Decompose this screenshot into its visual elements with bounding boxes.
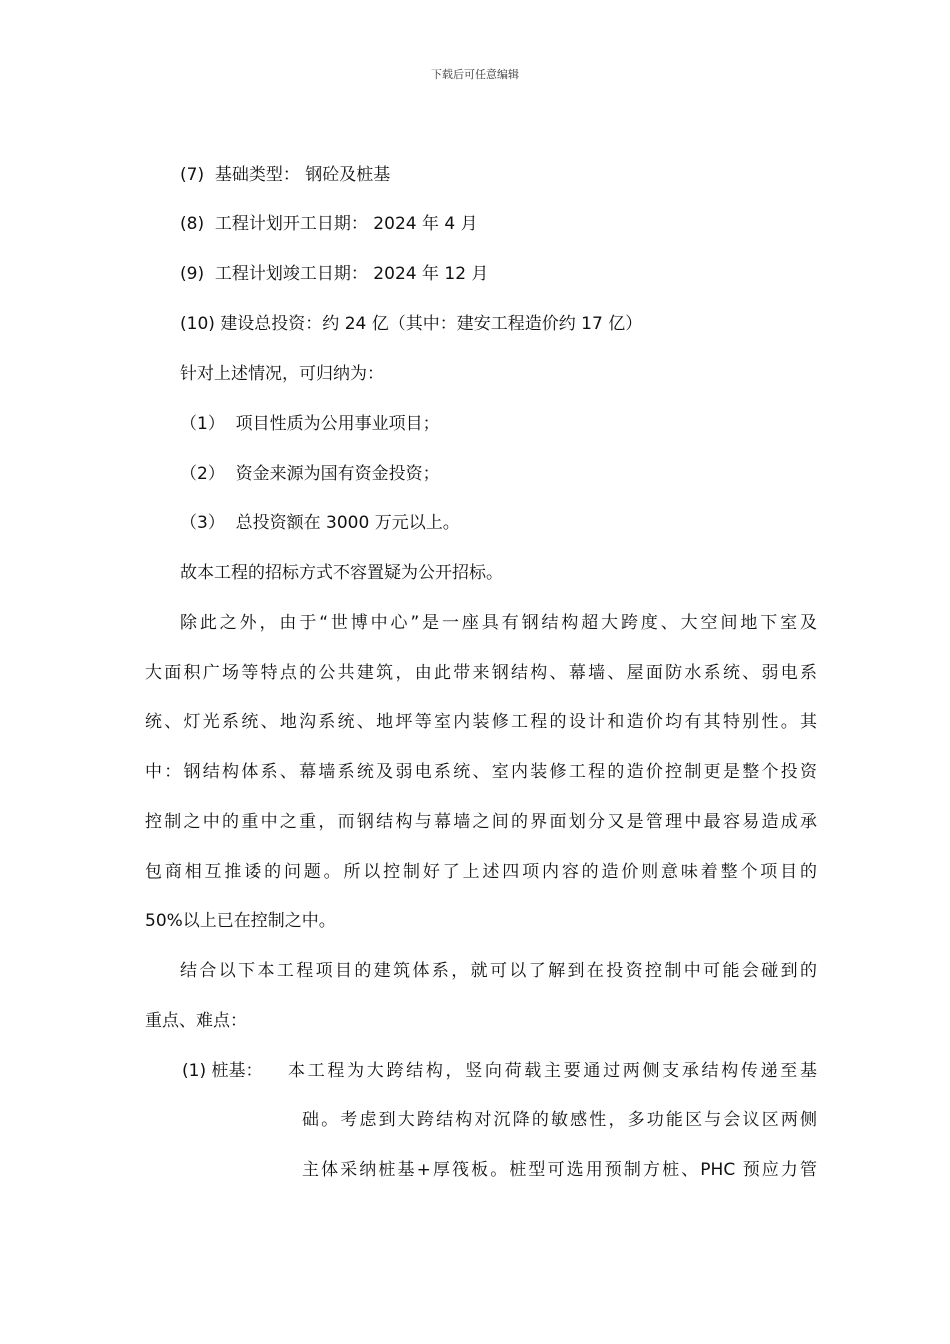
list-item [180, 163, 390, 187]
paragraph-line: 结合以下本工程项目的建筑体系，就可以了解到在投资控制中可能会碰到的 [180, 961, 817, 981]
list-item [180, 511, 460, 535]
paragraph-line: 控制之中的重中之重，而钢结构与幕墙之间的界面划分又是管理中最容易造成承 [145, 812, 817, 832]
list-text: 工程计划开工日期： 2024 年 4 月 [214, 214, 478, 234]
list-number: （3） [180, 513, 225, 533]
paragraph-line: 重点、难点： [145, 1011, 247, 1031]
list-item [180, 412, 440, 436]
list-item [180, 462, 440, 486]
list-item [180, 262, 488, 286]
list-number: （2） [180, 464, 225, 484]
list-text: 建设总投资：约 24 亿（其中：建安工程造价约 17 亿） [220, 314, 643, 334]
list-number: （1） [180, 414, 225, 434]
paragraph-line: 中：钢结构体系、幕墙系统及弱电系统、室内装修工程的造价控制更是整个投资 [145, 762, 817, 782]
list-text: 资金来源为国有资金投资； [235, 464, 440, 484]
list-item [180, 212, 478, 236]
paragraph-line: 包商相互推诿的问题。所以控制好了上述四项内容的造价则意味着整个项目的 [145, 862, 817, 882]
pile-item-line: 本工程为大跨结构，竖向荷载主要通过两侧支承结构传递至基 [288, 1061, 817, 1081]
list-text: 基础类型： 钢砼及桩基 [214, 165, 391, 185]
paragraph-line: 统、灯光系统、地沟系统、地坪等室内装修工程的设计和造价均有其特别性。其 [145, 712, 817, 732]
list-number: (7) [180, 165, 205, 185]
summary-intro: 针对上述情况，可归纳为： [180, 364, 384, 384]
list-number: (10) [180, 314, 215, 334]
paragraph-line: 除此之外，由于“世博中心”是一座具有钢结构超大跨度、大空间地下室及 [180, 613, 817, 633]
list-text: 工程计划竣工日期： 2024 年 12 月 [214, 264, 489, 284]
paragraph-line: 50%以上已在控制之中。 [145, 911, 336, 931]
pile-item-label: (1) 桩基： [182, 1061, 263, 1081]
list-text: 项目性质为公用事业项目； [235, 414, 440, 434]
page-header: 下载后可任意编辑 [431, 68, 519, 81]
pile-item-line: 础。考虑到大跨结构对沉降的敏感性，多功能区与会议区两侧 [302, 1110, 817, 1130]
list-item [180, 312, 642, 336]
pile-item-line: 主体采纳桩基+厚筏板。桩型可选用预制方桩、PHC 预应力管 [302, 1160, 817, 1180]
list-text: 总投资额在 3000 万元以上。 [235, 513, 460, 533]
paragraph-line: 大面积广场等特点的公共建筑，由此带来钢结构、幕墙、屋面防水系统、弱电系 [145, 663, 817, 683]
conclusion-text: 故本工程的招标方式不容置疑为公开招标。 [180, 563, 503, 583]
list-number: (9) [180, 264, 205, 284]
list-number: (8) [180, 214, 205, 234]
